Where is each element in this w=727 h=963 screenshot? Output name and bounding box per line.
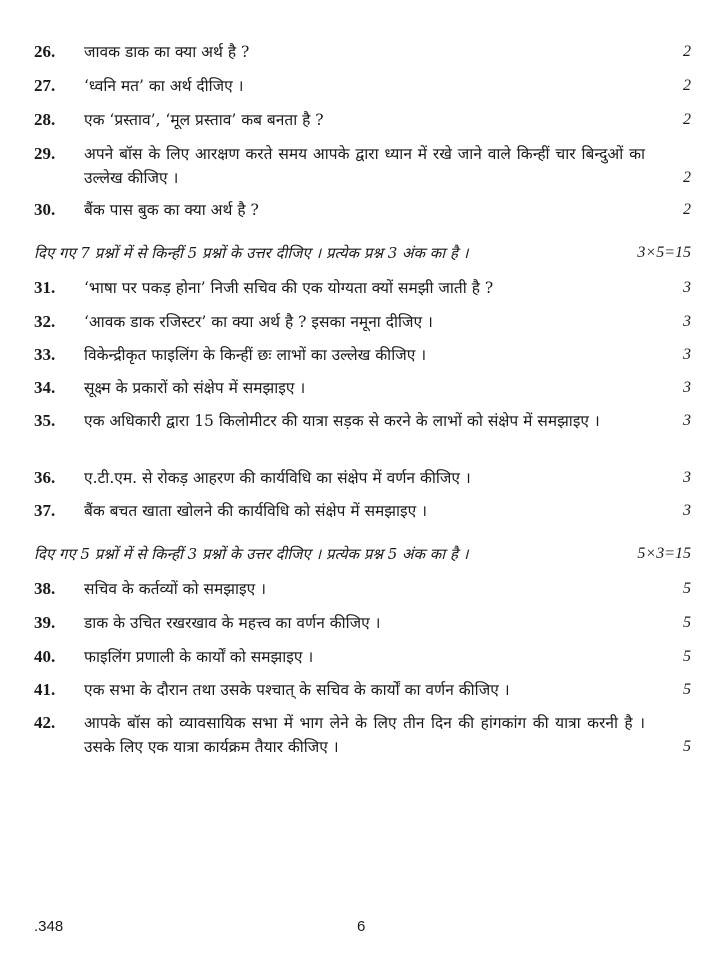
- question-text: ए.टी.एम. से रोकड़ आहरण की कार्यविधि का संक्षेप में वर्णन कीजिए ।: [84, 469, 471, 487]
- question-26: [34, 40, 691, 64]
- question-number: 42.: [34, 713, 56, 732]
- question-marks: 2: [683, 43, 691, 60]
- question-marks: 5: [683, 681, 691, 698]
- question-marks: 5: [683, 580, 691, 597]
- question-number: 35.: [34, 411, 56, 430]
- question-number: 31.: [34, 278, 56, 297]
- question-34: [34, 376, 691, 400]
- question-text: अपने बॉस के लिए आरक्षण करते समय आपके द्वारा ध्यान में रखे जाने वाले किन्हीं चार बिन्दुओं का उल्लेख कीजिए ।: [84, 145, 645, 187]
- question-marks: 3: [683, 346, 691, 363]
- question-text: जावक डाक का क्या अर्थ है ?: [84, 43, 250, 61]
- question-text: आपके बॉस को व्यावसायिक सभा में भाग लेने के लिए तीन दिन की हांगकांग की यात्रा करनी है । उसके लिए एक यात्रा कार्यक्रम तैयार कीजिए ।: [84, 714, 645, 756]
- question-text: फाइलिंग प्रणाली के कार्यों को समझाइए ।: [84, 648, 314, 666]
- page-number: 6: [357, 918, 366, 935]
- section-marks: 3×5=15: [637, 244, 691, 261]
- question-text: डाक के उचित रखरखाव के महत्त्व का वर्णन कीजिए ।: [84, 614, 381, 632]
- question-text: विकेन्द्रीकृत फाइलिंग के किन्हीं छः लाभों का उल्लेख कीजिए ।: [84, 346, 427, 364]
- question-39: [34, 611, 691, 635]
- question-marks: 3: [683, 379, 691, 396]
- question-text: ‘ध्वनि मत’ का अर्थ दीजिए ।: [84, 77, 244, 95]
- question-text: ‘आवक डाक रजिस्टर’ का क्या अर्थ है ? इसका नमूना दीजिए ।: [84, 313, 433, 331]
- question-text: बैंक पास बुक का क्या अर्थ है ?: [84, 201, 259, 219]
- question-marks: 2: [683, 201, 691, 218]
- section-b-instruction: [34, 242, 691, 264]
- question-marks: 3: [683, 313, 691, 330]
- question-text: एक अधिकारी द्वारा 15 किलोमीटर की यात्रा सड़क से करने के लाभों को संक्षेप में समझाइए ।: [84, 412, 600, 430]
- question-36: [34, 466, 691, 490]
- question-number: 27.: [34, 76, 56, 95]
- question-number: 37.: [34, 501, 56, 520]
- question-28: [34, 108, 691, 132]
- question-text: सचिव के कर्तव्यों को समझाइए ।: [84, 580, 266, 598]
- question-number: 41.: [34, 680, 56, 699]
- question-33: [34, 343, 691, 367]
- question-number: 26.: [34, 42, 56, 61]
- question-text: एक सभा के दौरान तथा उसके पश्चात् के सचिव के कार्यों का वर्णन कीजिए ।: [84, 681, 510, 699]
- question-marks: 3: [683, 469, 691, 486]
- question-29: [34, 142, 691, 190]
- question-number: 39.: [34, 613, 56, 632]
- question-41: [34, 678, 691, 702]
- question-number: 30.: [34, 200, 56, 219]
- question-37: [34, 499, 691, 523]
- question-text: सूक्ष्म के प्रकारों को संक्षेप में समझाइए ।: [84, 379, 306, 397]
- question-35: [34, 409, 691, 433]
- question-number: 32.: [34, 312, 56, 331]
- section-instruction-text: दिए गए 5 प्रश्नों में से किन्हीं 3 प्रश्नों के उत्तर दीजिए । प्रत्येक प्रश्न 5 अंक का है ।: [34, 545, 469, 563]
- question-number: 28.: [34, 110, 56, 129]
- question-42: [34, 711, 691, 759]
- question-marks: 3: [683, 502, 691, 519]
- question-number: 40.: [34, 647, 56, 666]
- question-number: 29.: [34, 144, 56, 163]
- question-30: [34, 198, 691, 222]
- question-number: 38.: [34, 579, 56, 598]
- section-c-instruction: [34, 543, 691, 565]
- question-number: 36.: [34, 468, 56, 487]
- question-marks: 5: [683, 648, 691, 665]
- question-marks: 2: [683, 169, 691, 186]
- question-40: [34, 645, 691, 669]
- section-instruction-text: दिए गए 7 प्रश्नों में से किन्हीं 5 प्रश्नों के उत्तर दीजिए । प्रत्येक प्रश्न 3 अंक का है ।: [34, 244, 469, 262]
- question-32: [34, 310, 691, 334]
- question-27: [34, 74, 691, 98]
- question-text: बैंक बचत खाता खोलने की कार्यविधि को संक्षेप में समझाइए ।: [84, 502, 428, 520]
- question-marks: 3: [683, 412, 691, 429]
- question-marks: 2: [683, 111, 691, 128]
- question-number: 33.: [34, 345, 56, 364]
- question-38: [34, 577, 691, 601]
- question-31: [34, 276, 691, 300]
- question-text: ‘भाषा पर पकड़ होना’ निजी सचिव की एक योग्यता क्यों समझी जाती है ?: [84, 279, 494, 297]
- question-marks: 5: [683, 738, 691, 755]
- question-marks: 5: [683, 614, 691, 631]
- question-text: एक ‘प्रस्ताव’, ‘मूल प्रस्ताव’ कब बनता है ?: [84, 111, 324, 129]
- question-marks: 2: [683, 77, 691, 94]
- question-marks: 3: [683, 279, 691, 296]
- paper-code: .348: [34, 918, 64, 935]
- section-marks: 5×3=15: [637, 545, 691, 562]
- question-number: 34.: [34, 378, 56, 397]
